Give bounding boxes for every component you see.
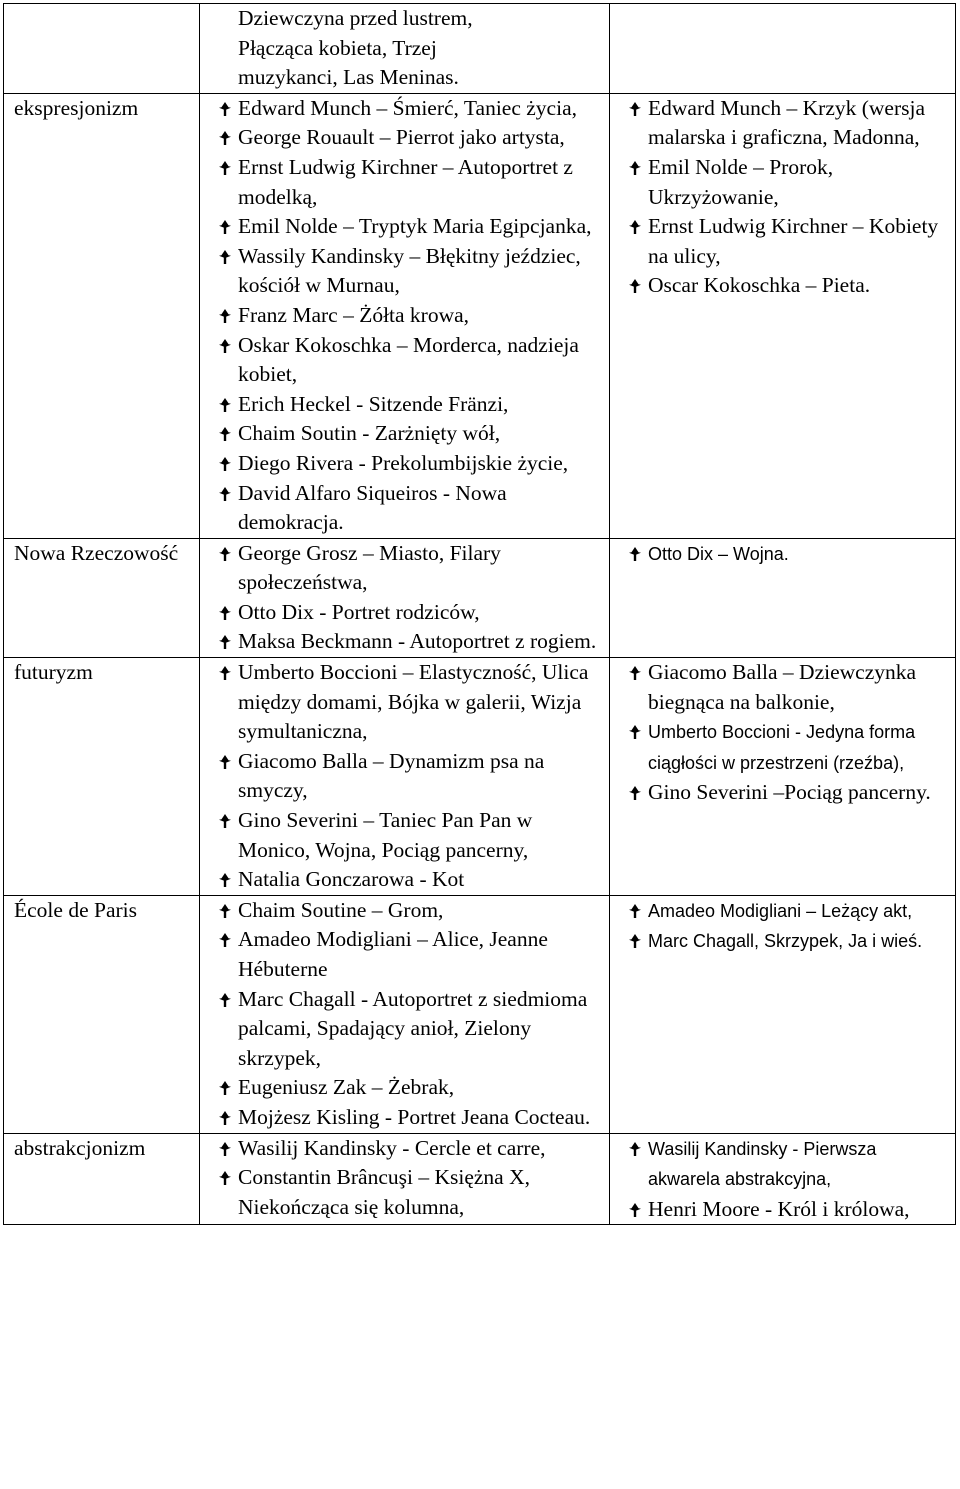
list-item	[632, 778, 949, 808]
list-item	[222, 1134, 603, 1164]
works-cell	[200, 538, 610, 657]
list-item	[632, 271, 949, 301]
style-cell	[4, 93, 200, 538]
example-text: Henri Moore - Król i królowa,	[648, 1196, 910, 1221]
art-styles-table	[3, 3, 956, 1225]
list-item	[632, 717, 949, 778]
examples-cell	[610, 93, 956, 538]
examples-cell	[610, 4, 956, 94]
works-line: Dziewczyna przed lustrem,	[238, 6, 473, 30]
works-list	[222, 896, 603, 1133]
list-item	[222, 598, 603, 628]
list-item	[632, 1195, 949, 1225]
pin-bullet-icon	[218, 605, 232, 621]
list-item	[222, 331, 603, 390]
list-item	[222, 747, 603, 806]
list-item	[222, 419, 603, 449]
work-text: Mojżesz Kisling - Portret Jeana Cocteau.	[238, 1104, 591, 1129]
work-text: Wassily Kandinsky – Błękitny jeździec, kościół w Murnau,	[238, 243, 581, 298]
list-item	[222, 925, 603, 984]
pin-bullet-icon	[628, 101, 642, 117]
pin-bullet-icon	[218, 634, 232, 650]
pin-bullet-icon	[218, 397, 232, 413]
pin-bullet-icon	[218, 754, 232, 770]
examples-cell	[610, 895, 956, 1133]
list-item	[222, 539, 603, 598]
list-item	[222, 390, 603, 420]
list-item	[222, 896, 603, 926]
works-cell	[200, 895, 610, 1133]
work-text: Franz Marc – Żółta krowa,	[238, 302, 470, 327]
list-item	[632, 926, 949, 957]
works-cell	[200, 93, 610, 538]
work-text: Emil Nolde – Tryptyk Maria Egipcjanka,	[238, 214, 592, 239]
pin-bullet-icon	[218, 160, 232, 176]
examples-list	[632, 658, 949, 808]
pin-bullet-icon	[218, 1141, 232, 1157]
work-text: Giacomo Balla – Dynamizm psa na smyczy,	[238, 748, 545, 803]
example-text: Edward Munch – Krzyk (wersja malarska i graficzna, Madonna,	[648, 95, 926, 150]
pin-bullet-icon	[218, 456, 232, 472]
list-item	[222, 242, 603, 301]
style-cell	[4, 4, 200, 94]
list-item	[222, 1103, 603, 1133]
list-item	[222, 94, 603, 124]
works-list	[222, 658, 603, 895]
examples-list	[632, 1134, 949, 1225]
work-text: Erich Heckel - Sitzende Fränzi,	[238, 391, 509, 416]
pin-bullet-icon	[218, 992, 232, 1008]
pin-bullet-icon	[218, 665, 232, 681]
pin-bullet-icon	[628, 278, 642, 294]
table-row-top	[4, 4, 956, 94]
pin-bullet-icon	[628, 785, 642, 801]
list-item	[222, 985, 603, 1074]
pin-bullet-icon	[628, 933, 642, 949]
style-name: futuryzm	[14, 660, 93, 685]
pin-bullet-icon	[218, 249, 232, 265]
work-text: Diego Rivera - Prekolumbijskie życie,	[238, 450, 569, 475]
works-list	[222, 539, 603, 657]
list-item	[632, 539, 949, 570]
pin-bullet-icon	[628, 903, 642, 919]
example-text: Giacomo Balla – Dziewczynka biegnąca na balkonie,	[648, 660, 917, 714]
works-list	[222, 1134, 603, 1223]
list-item	[222, 449, 603, 479]
pin-bullet-icon	[628, 219, 642, 235]
work-text: Umberto Boccioni – Elastyczność, Ulica między domami, Bójka w galerii, Wizja symultaniczna,	[238, 660, 589, 744]
list-item	[632, 212, 949, 271]
work-text: Natalia Gonczarowa - Kot	[238, 867, 465, 892]
pin-bullet-icon	[628, 724, 642, 740]
list-item	[222, 1163, 603, 1222]
list-item	[222, 627, 603, 657]
style-name: abstrakcjonizm	[14, 1135, 146, 1160]
pin-bullet-icon	[218, 1110, 232, 1126]
work-text: George Rouault – Pierrot jako artysta,	[238, 125, 565, 150]
work-text: Marc Chagall - Autoportret z siedmioma palcami, Spadający anioł, Zielony skrzypek,	[238, 986, 588, 1070]
work-text: Constantin Brâncuşi – Księżna X, Niekończąca się kolumna,	[238, 1165, 530, 1219]
list-item	[222, 806, 603, 865]
work-text: Oskar Kokoschka – Morderca, nadzieja kobiet,	[238, 332, 579, 387]
list-item	[222, 153, 603, 212]
style-cell	[4, 1133, 200, 1225]
work-text: Ernst Ludwig Kirchner – Autoportret z modelką,	[238, 154, 573, 209]
pin-bullet-icon	[218, 903, 232, 919]
examples-cell	[610, 658, 956, 896]
work-text: Maksa Beckmann - Autoportret z rogiem.	[238, 629, 597, 654]
example-text: Gino Severini –Pociąg pancerny.	[648, 780, 931, 805]
list-item	[632, 94, 949, 153]
works-line: Płącząca kobieta, Trzej	[238, 35, 437, 60]
table-row	[4, 1133, 956, 1225]
list-item	[222, 658, 603, 747]
pin-bullet-icon	[218, 426, 232, 442]
example-text: Oscar Kokoschka – Pieta.	[648, 273, 871, 298]
work-text: Chaim Soutine – Grom,	[238, 897, 444, 922]
pin-bullet-icon	[628, 1141, 642, 1157]
pin-bullet-icon	[628, 160, 642, 176]
work-text: Wasilij Kandinsky - Cercle et carre,	[238, 1135, 546, 1160]
table-row	[4, 658, 956, 896]
works-line: muzykanci, Las Meninas.	[238, 65, 459, 90]
works-cell	[200, 658, 610, 896]
pin-bullet-icon	[628, 665, 642, 681]
works-cell	[200, 4, 610, 94]
example-text: Marc Chagall, Skrzypek, Ja i wieś.	[648, 931, 923, 952]
work-text: Chaim Soutin - Zarżnięty wół,	[238, 421, 501, 446]
table-row	[4, 538, 956, 657]
work-text: George Grosz – Miasto, Filary społeczeństwa,	[238, 540, 501, 595]
list-item	[632, 1134, 949, 1195]
pin-bullet-icon	[218, 1080, 232, 1096]
pin-bullet-icon	[218, 308, 232, 324]
pin-bullet-icon	[628, 546, 642, 562]
work-text: Gino Severini – Taniec Pan Pan w Monico, Wojna, Pociąg pancerny,	[238, 808, 533, 862]
examples-list	[632, 896, 949, 957]
examples-list	[632, 94, 949, 301]
work-text: Otto Dix - Portret rodziców,	[238, 599, 480, 624]
example-text: Emil Nolde – Prorok, Ukrzyżowanie,	[648, 154, 834, 209]
work-text: Eugeniusz Zak – Żebrak,	[238, 1075, 455, 1100]
example-text: Umberto Boccioni - Jedyna forma ciągłości w przestrzeni (rzeźba),	[648, 722, 916, 773]
pin-bullet-icon	[218, 130, 232, 146]
example-text: Otto Dix – Wojna.	[648, 543, 789, 564]
pin-bullet-icon	[218, 932, 232, 948]
pin-bullet-icon	[218, 872, 232, 888]
examples-cell	[610, 1133, 956, 1225]
example-text: Wasilij Kandinsky - Pierwsza akwarela abstrakcyjna,	[648, 1138, 877, 1190]
pin-bullet-icon	[218, 813, 232, 829]
work-text: Amadeo Modigliani – Alice, Jeanne Hébuterne	[238, 927, 548, 981]
works-list	[222, 94, 603, 538]
pin-bullet-icon	[218, 486, 232, 502]
list-item	[222, 212, 603, 242]
style-name: Nowa Rzeczowość	[14, 540, 179, 565]
list-item	[222, 479, 603, 538]
works-cell	[200, 1133, 610, 1225]
style-name: École de Paris	[14, 897, 137, 922]
pin-bullet-icon	[218, 101, 232, 117]
work-text: Edward Munch – Śmierć, Taniec życia,	[238, 95, 577, 120]
example-text: Amadeo Modigliani – Leżący akt,	[648, 900, 913, 921]
list-item	[222, 865, 603, 895]
table-row	[4, 93, 956, 538]
list-item	[632, 658, 949, 717]
pin-bullet-icon	[218, 546, 232, 562]
table-row	[4, 895, 956, 1133]
style-cell	[4, 895, 200, 1133]
style-cell	[4, 658, 200, 896]
list-item	[632, 896, 949, 927]
list-item	[632, 153, 949, 212]
list-item	[222, 123, 603, 153]
pin-bullet-icon	[628, 1202, 642, 1218]
pin-bullet-icon	[218, 219, 232, 235]
pin-bullet-icon	[218, 1170, 232, 1186]
example-text: Ernst Ludwig Kirchner – Kobiety na ulicy,	[648, 214, 939, 268]
examples-list	[632, 539, 949, 570]
examples-cell	[610, 538, 956, 657]
work-text: David Alfaro Siqueiros - Nowa demokracja.	[238, 480, 507, 535]
list-item	[222, 1073, 603, 1103]
pin-bullet-icon	[218, 338, 232, 354]
list-item	[222, 301, 603, 331]
style-name: ekspresjonizm	[14, 95, 139, 120]
continued-works-text	[222, 4, 603, 93]
style-cell	[4, 538, 200, 657]
